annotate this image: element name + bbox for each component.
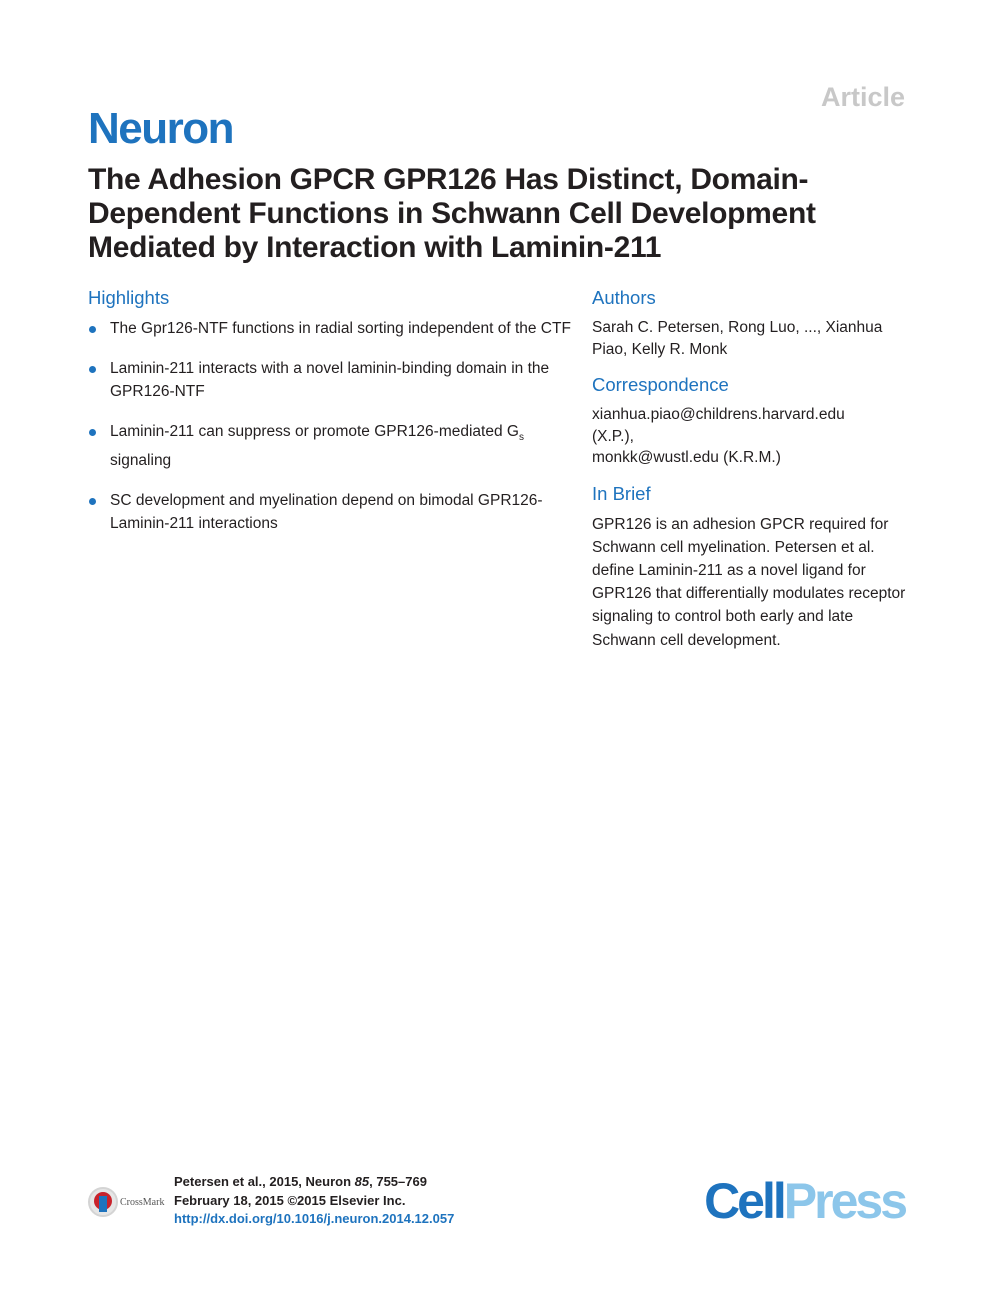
highlight-text: Laminin-211 can suppress or promote GPR126-mediated G (110, 423, 519, 440)
journal-name: Neuron (88, 104, 233, 153)
citation-authors: Petersen et al., 2015, Neuron (174, 1174, 355, 1189)
correspondence-email-1[interactable]: xianhua.piao@childrens.harvard.edu (592, 406, 845, 423)
highlight-text: SC development and myelination depend on bimodal GPR126-Laminin-211 interactions (110, 492, 543, 533)
logo-cell-text: Cell (704, 1173, 784, 1229)
highlight-item (88, 420, 578, 472)
correspondence-email-2[interactable]: monkk@wustl.edu (K.R.M.) (592, 449, 781, 466)
article-title: The Adhesion GPCR GPR126 Has Distinct, Domain-Dependent Functions in Schwann Cell Development Mediated by Interaction with Laminin-211 (88, 163, 816, 264)
article-type-label: Article (820, 82, 905, 112)
authors-section (592, 287, 912, 360)
highlight-text-tail: signaling (110, 452, 172, 470)
citation-volume: 85 (354, 1174, 370, 1189)
bullet-icon (89, 326, 96, 333)
highlight-subscript: s (518, 432, 524, 444)
correspondence-heading: Correspondence (592, 374, 729, 395)
highlight-item (88, 317, 578, 340)
doi-link[interactable]: http://dx.doi.org/10.1016/j.neuron.2014.12.057 (174, 1211, 455, 1226)
in-brief-heading: In Brief (592, 482, 651, 504)
logo-press-text: Press (783, 1173, 905, 1229)
highlights-heading: Highlights (88, 287, 170, 308)
authors-list: Sarah C. Petersen, Rong Luo, ..., Xianhua Piao, Kelly R. Monk (592, 319, 883, 358)
crossmark-icon (88, 1187, 118, 1217)
publication-date: February 18, 2015 ©2015 Elsevier Inc. (174, 1192, 406, 1208)
highlights-list (88, 317, 578, 535)
cellpress-logo (704, 1172, 905, 1230)
in-brief-section (592, 483, 912, 652)
bullet-icon (89, 498, 96, 505)
authors-heading: Authors (592, 287, 656, 308)
in-brief-text: GPR126 is an adhesion GPCR required for Schwann cell myelination. Petersen et al. define Laminin-211 as a novel ligand for GPR126 that differentially modulates receptor signaling to control both early and late Schwann cell development. (592, 515, 906, 649)
bullet-icon (89, 429, 96, 436)
correspondence-initials-1: (X.P.), (592, 427, 634, 445)
bullet-icon (89, 366, 96, 373)
highlight-text: The Gpr126-NTF functions in radial sorting independent of the CTF (110, 320, 571, 337)
highlights-section (88, 287, 578, 552)
highlight-text: Laminin-211 interacts with a novel laminin-binding domain in the GPR126-NTF (110, 360, 550, 400)
sidebar-info (592, 287, 912, 666)
crossmark-badge[interactable] (88, 1187, 164, 1217)
citation-line (174, 1173, 514, 1192)
correspondence-section (592, 374, 912, 469)
citation-block (174, 1173, 514, 1229)
highlight-item (88, 357, 578, 403)
crossmark-label: CrossMark (120, 1196, 165, 1208)
citation-pages: , 755–769 (369, 1174, 427, 1189)
highlight-item (88, 489, 578, 535)
